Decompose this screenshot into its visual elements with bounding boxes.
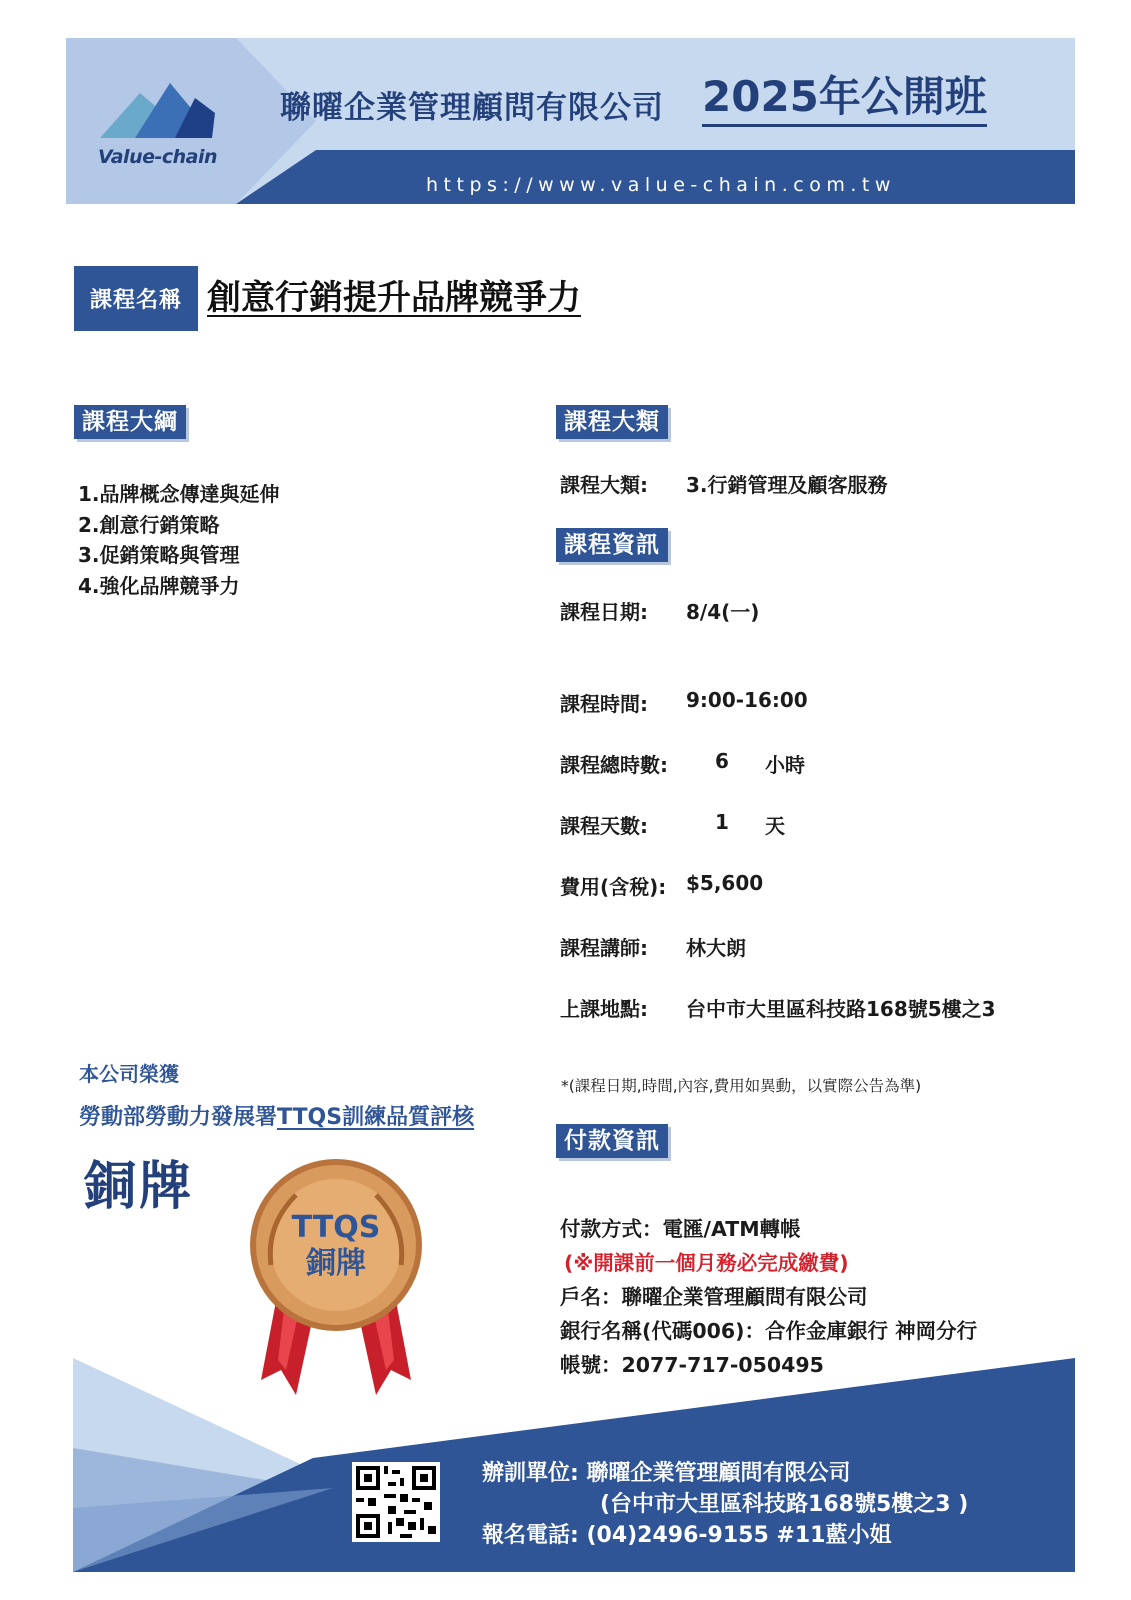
payment-warning: (※開課前一個月務必完成繳費): [564, 1251, 849, 1275]
category-tag: 課程大類: [556, 405, 668, 439]
award-level: 銅牌: [84, 1157, 195, 1217]
days-row: [560, 810, 785, 839]
logo-text: Value-chain: [98, 146, 218, 168]
location-label: 上課地點:: [560, 997, 648, 1021]
award-agency: 勞動部勞動力發展署: [79, 1105, 278, 1130]
course-info-tag: 課程資訊: [556, 528, 668, 562]
outline-item: 3.促銷策略與管理: [78, 543, 240, 567]
hours-row: [560, 749, 805, 778]
outline-item: 2.創意行銷策略: [78, 512, 220, 537]
hours-unit: 小時: [765, 753, 805, 777]
lecturer-row: [560, 932, 746, 961]
outline-item: 4.強化品牌競爭力: [78, 573, 240, 598]
award-intro: 本公司榮獲: [79, 1062, 179, 1086]
award-ttqs: TTQS訓練品質評核: [277, 1105, 475, 1130]
hours-value: 6: [715, 749, 729, 773]
award-description: [79, 1100, 474, 1131]
category-value: 3.行銷管理及顧客服務: [686, 473, 888, 497]
account-number: 帳號：2077-717-050495: [560, 1353, 824, 1377]
footer-phone: 報名電話: (04)2496-9155 #11藍小姐: [482, 1523, 892, 1548]
location-value: 台中市大里區科技路168號5樓之3: [686, 997, 996, 1021]
payment-method: 付款方式：電匯/ATM轉帳: [560, 1217, 801, 1241]
fee-row: [560, 871, 764, 900]
footer-address: (台中市大里區科技路168號5樓之3 ): [600, 1492, 969, 1517]
company-title: 聯曜企業管理顧問有限公司: [280, 90, 664, 126]
footer-contact: [482, 1458, 968, 1551]
website-url[interactable]: https://www.value-chain.com.tw: [426, 174, 896, 196]
outline-list: [78, 479, 280, 601]
days-value: 1: [715, 810, 729, 834]
payment-details: [560, 1212, 977, 1382]
footer-organizer: 辦訓單位: 聯曜企業管理顧問有限公司: [482, 1461, 851, 1486]
fee-label: 費用(含稅):: [560, 875, 667, 899]
course-name-label: 課程名稱: [74, 266, 198, 331]
category-row: [560, 469, 888, 498]
hours-label: 課程總時數:: [560, 753, 668, 777]
year-title: 2025年公開班: [702, 72, 987, 127]
fee-value: $5,600: [686, 871, 764, 895]
date-value: 8/4(一): [686, 600, 760, 624]
disclaimer-note: *(課程日期,時間,內容,費用如異動，以實際公告為準): [561, 1077, 922, 1095]
medal-text-ttqs: TTQS: [291, 1210, 381, 1245]
location-row: [560, 993, 996, 1022]
outline-tag: 課程大綱: [74, 405, 186, 439]
time-row: [560, 688, 808, 717]
medal-text-level: 銅牌: [306, 1246, 366, 1281]
lecturer-value: 林大朗: [686, 936, 746, 960]
category-label: 課程大類:: [560, 473, 648, 497]
date-label: 課程日期:: [560, 600, 648, 624]
course-title: 創意行銷提升品牌競爭力: [207, 278, 581, 318]
time-value: 9:00-16:00: [686, 688, 808, 712]
outline-item: 1.品牌概念傳達與延伸: [78, 482, 280, 506]
qr-code-icon[interactable]: [352, 1462, 440, 1542]
account-name: 戶名：聯曜企業管理顧問有限公司: [560, 1285, 868, 1309]
days-unit: 天: [765, 814, 785, 838]
payment-tag: 付款資訊: [556, 1124, 668, 1158]
time-label: 課程時間:: [560, 692, 648, 716]
days-label: 課程天數:: [560, 814, 648, 838]
bank-name: 銀行名稱(代碼006)：合作金庫銀行 神岡分行: [560, 1319, 978, 1343]
lecturer-label: 課程講師:: [560, 936, 648, 960]
date-row: [560, 596, 760, 625]
